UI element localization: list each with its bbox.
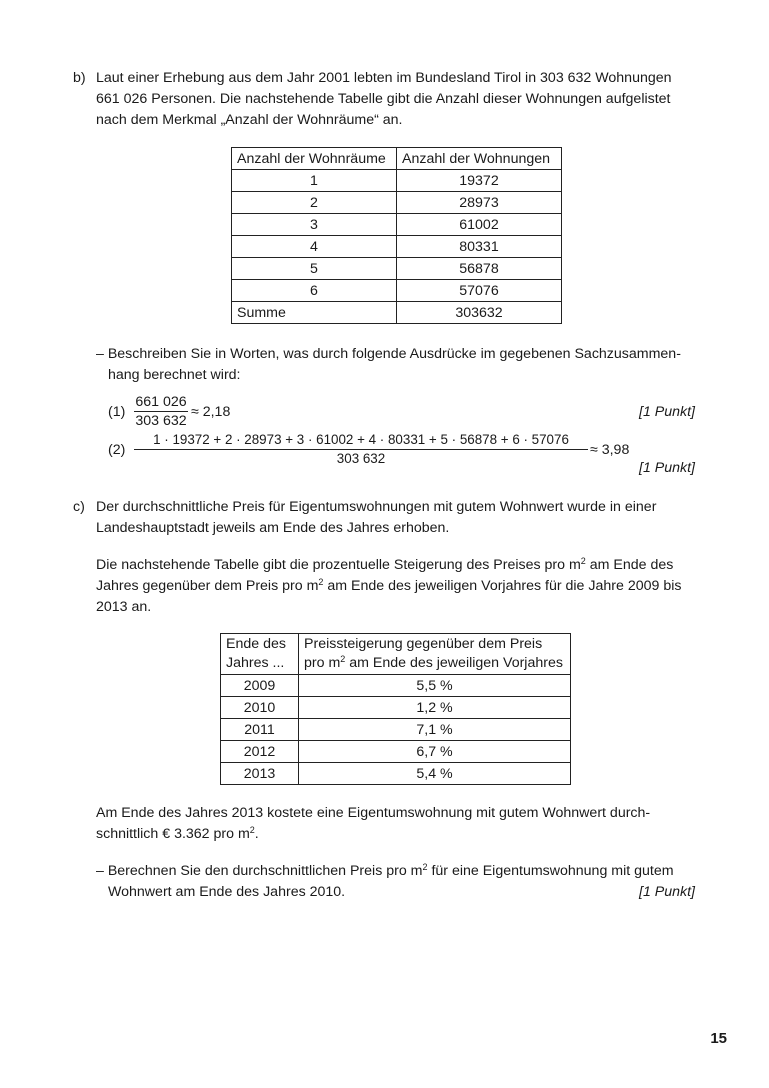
table-row bbox=[232, 236, 562, 258]
text-span: pro m bbox=[304, 655, 341, 671]
part-c-paragraph bbox=[96, 555, 706, 618]
intro-line: Laut einer Erhebung aus dem Jahr 2001 lebten im Bundesland Tirol in 303 632 Wohnungen bbox=[96, 70, 672, 86]
table-row bbox=[221, 741, 571, 763]
page-number: 15 bbox=[710, 1030, 727, 1047]
expr1-result: ≈ 2,18 bbox=[191, 404, 231, 420]
part-c-after-table bbox=[96, 803, 706, 845]
text-span: – Berechnen Sie den durchschnittlichen Preis pro m bbox=[96, 863, 423, 879]
text-span: am Ende des jeweiligen Vorjahres bbox=[345, 655, 563, 671]
table-cell: 80331 bbox=[397, 236, 562, 258]
rooms-table bbox=[231, 147, 562, 324]
part-b-task bbox=[96, 344, 706, 386]
table-row bbox=[232, 280, 562, 302]
expr2-number: (2) bbox=[108, 442, 126, 458]
table-cell: 2 bbox=[232, 192, 397, 214]
table-header: Anzahl der Wohnräume bbox=[232, 148, 397, 170]
expr1-points: [1 Punkt] bbox=[639, 404, 695, 420]
part-b-label: b) bbox=[73, 70, 86, 86]
sum-value: 303632 bbox=[397, 302, 562, 324]
intro-line: 661 026 Personen. Die nachstehende Tabelle gibt die Anzahl dieser Wohnungen aufgelistet bbox=[96, 91, 671, 107]
sum-label: Summe bbox=[232, 302, 397, 324]
text-span: für eine Eigentumswohnung mit gutem bbox=[427, 863, 674, 879]
expr1-numerator: 661 026 bbox=[135, 394, 187, 410]
part-c-points: [1 Punkt] bbox=[639, 884, 695, 900]
table-cell: 2011 bbox=[221, 719, 299, 741]
table-header: Anzahl der Wohnungen bbox=[397, 148, 562, 170]
table-cell: 2012 bbox=[221, 741, 299, 763]
task-line: hang berechnet wird: bbox=[108, 367, 241, 383]
text-span: Die nachstehende Tabelle gibt die prozentuelle Steigerung des Preises pro m bbox=[96, 557, 581, 573]
table-cell: 5,5 % bbox=[299, 675, 571, 697]
paragraph-line: 2013 an. bbox=[96, 599, 152, 615]
expr1-fraction bbox=[134, 394, 188, 429]
table-header-row bbox=[221, 634, 571, 675]
header-line: Ende des bbox=[226, 636, 286, 652]
task-line bbox=[96, 861, 706, 882]
superscript: 2 bbox=[422, 862, 428, 872]
text-span: schnittlich € 3.362 pro m bbox=[96, 826, 250, 842]
table-cell: 61002 bbox=[397, 214, 562, 236]
table-cell: 57076 bbox=[397, 280, 562, 302]
expr2-denominator: 303 632 bbox=[336, 451, 386, 466]
table-row bbox=[232, 192, 562, 214]
part-b-intro bbox=[96, 68, 706, 131]
table-cell: 2009 bbox=[221, 675, 299, 697]
table-cell: 4 bbox=[232, 236, 397, 258]
table-cell: 6 bbox=[232, 280, 397, 302]
table-header bbox=[299, 634, 571, 675]
header-line bbox=[304, 654, 565, 673]
table-cell: 7,1 % bbox=[299, 719, 571, 741]
table-cell: 19372 bbox=[397, 170, 562, 192]
paragraph-line bbox=[96, 576, 706, 597]
text-span: . bbox=[254, 826, 259, 842]
intro-line: nach dem Merkmal „Anzahl der Wohnräume“ an. bbox=[96, 112, 403, 128]
paragraph-line bbox=[96, 555, 706, 576]
table-cell: 2010 bbox=[221, 697, 299, 719]
table-row bbox=[232, 258, 562, 280]
superscript: 2 bbox=[340, 654, 346, 664]
table-cell: 56878 bbox=[397, 258, 562, 280]
table-cell: 2013 bbox=[221, 763, 299, 785]
table-cell: 6,7 % bbox=[299, 741, 571, 763]
table-row bbox=[221, 697, 571, 719]
table-row bbox=[221, 719, 571, 741]
table-header-row bbox=[232, 148, 562, 170]
price-increase-table bbox=[220, 633, 571, 785]
intro-line: Der durchschnittliche Preis für Eigentumswohnungen mit gutem Wohnwert wurde in einer bbox=[96, 499, 657, 515]
superscript: 2 bbox=[580, 556, 586, 566]
paragraph-line bbox=[96, 824, 706, 845]
expr1-number: (1) bbox=[108, 404, 126, 420]
table-row bbox=[232, 214, 562, 236]
table-cell: 5 bbox=[232, 258, 397, 280]
text-span: am Ende des jeweiligen Vorjahres für die Jahre 2009 bis bbox=[323, 578, 682, 594]
expr2-result: ≈ 3,98 bbox=[590, 442, 630, 458]
table-cell: 5,4 % bbox=[299, 763, 571, 785]
table-row bbox=[221, 675, 571, 697]
text-span: Jahres gegenüber dem Preis pro m bbox=[96, 578, 319, 594]
superscript: 2 bbox=[249, 825, 255, 835]
part-c-label: c) bbox=[73, 499, 85, 515]
table-row bbox=[221, 763, 571, 785]
expr2-fraction bbox=[134, 432, 588, 467]
intro-line: Landeshauptstadt jeweils am Ende des Jahres erhoben. bbox=[96, 520, 450, 536]
table-header bbox=[221, 634, 299, 675]
table-cell: 1 bbox=[232, 170, 397, 192]
expr1-denominator: 303 632 bbox=[135, 413, 187, 429]
table-cell: 3 bbox=[232, 214, 397, 236]
paragraph-line: Am Ende des Jahres 2013 kostete eine Eigentumswohnung mit gutem Wohnwert durch- bbox=[96, 805, 651, 821]
header-line: Preissteigerung gegenüber dem Preis bbox=[304, 636, 543, 652]
part-c-task bbox=[96, 861, 706, 903]
expr2-points: [1 Punkt] bbox=[639, 460, 695, 476]
superscript: 2 bbox=[318, 577, 324, 587]
part-c-intro bbox=[96, 497, 706, 539]
table-sum-row bbox=[232, 302, 562, 324]
task-line: Wohnwert am Ende des Jahres 2010. bbox=[108, 884, 346, 900]
table-cell: 28973 bbox=[397, 192, 562, 214]
table-cell: 1,2 % bbox=[299, 697, 571, 719]
table-row bbox=[232, 170, 562, 192]
header-line: Jahres ... bbox=[226, 655, 285, 671]
expr2-numerator: 1 · 19372 + 2 · 28973 + 3 · 61002 + 4 · 80331 + 5 · 56878 + 6 · 57076 bbox=[134, 432, 588, 450]
text-span: am Ende des bbox=[585, 557, 674, 573]
task-line: – Beschreiben Sie in Worten, was durch folgende Ausdrücke im gegebenen Sachzusammen- bbox=[96, 346, 681, 362]
